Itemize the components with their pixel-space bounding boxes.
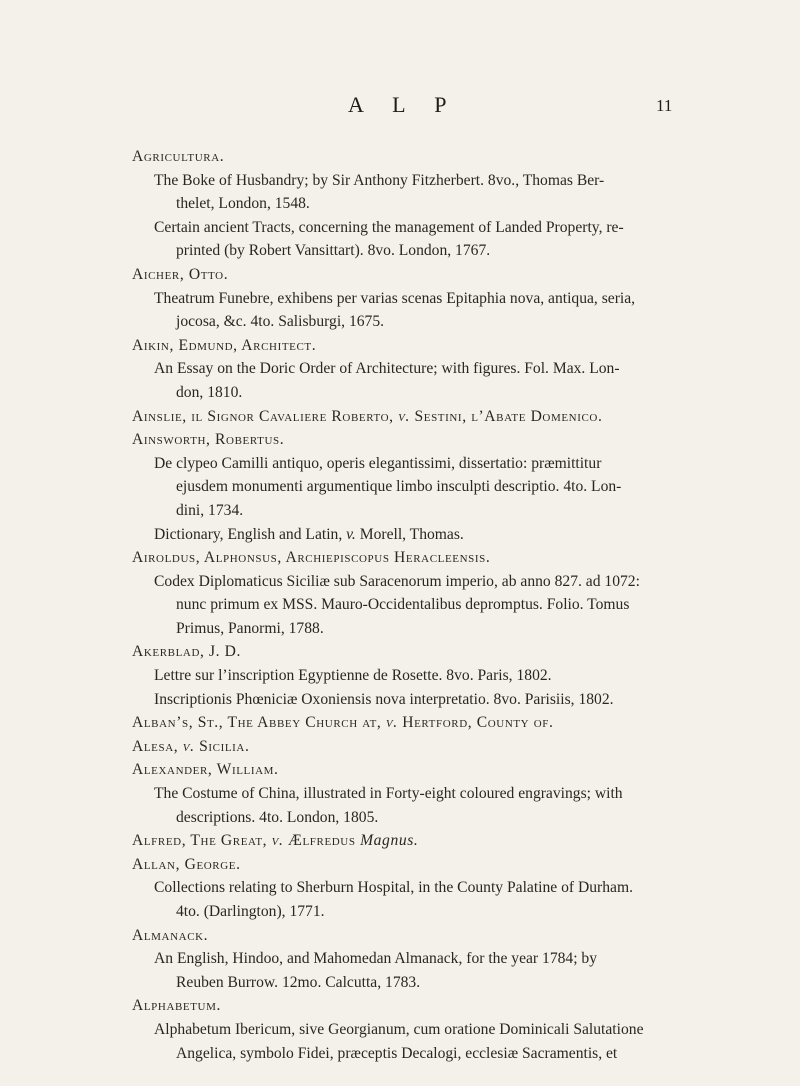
entry-text: Angelica, symbolo Fidei, præceptis Decalogi, ecclesiæ Sacramentis, et — [176, 1044, 618, 1062]
heading-ainslie — [132, 405, 672, 429]
heading-text: Ælfredus — [283, 832, 361, 850]
entry-text: Collections relating to Sherburn Hospital, in the County Palatine of Durham. — [154, 879, 633, 897]
heading-text: Ainslie, il Signor Cavaliere Roberto, — [132, 407, 399, 425]
entry-text: thelet, London, 1548. — [176, 195, 310, 213]
entry-text: Theatrum Funebre, exhibens per varias scenas Epitaphia nova, antiqua, seria, — [154, 289, 636, 307]
cross-reference-marker: v. — [385, 714, 398, 732]
heading-aikin: Aikin, Edmund, Architect. — [132, 336, 317, 354]
entry-text: An English, Hindoo, and Mahomedan Almanack, for the year 1784; by — [154, 950, 598, 968]
entry-text-part: Dictionary, English and Latin, — [154, 525, 347, 543]
cross-reference-marker: v. — [271, 832, 284, 850]
entry-text: dini, 1734. — [176, 501, 244, 519]
heading-text: Sestini, l’Abate Domenico. — [410, 407, 603, 425]
heading-aicher: Aicher, Otto. — [132, 265, 229, 283]
heading-italic: Magnus. — [360, 832, 419, 850]
entry-text: Lettre sur l’inscription Egyptienne de Rosette. 8vo. Paris, 1802. — [154, 667, 552, 685]
entry-text: De clypeo Camilli antiquo, operis elegantissimi, dissertatio: præmittitur — [154, 454, 602, 472]
heading-agricultura: Agricultura. — [132, 148, 225, 165]
cross-reference-marker: v. — [182, 737, 195, 755]
heading-alesa — [132, 735, 672, 759]
cross-reference-marker: v. — [346, 525, 356, 543]
catalogue-entries — [132, 145, 672, 1065]
heading-text: Alfred, The Great, — [132, 832, 272, 850]
entry-text: Reuben Burrow. 12mo. Calcutta, 1783. — [176, 973, 421, 991]
heading-text: Alesa, — [132, 737, 183, 755]
entry-text — [154, 523, 672, 547]
entry-text: don, 1810. — [176, 383, 243, 401]
entry-text: Alphabetum Ibericum, sive Georgianum, cum oratione Dominicali Salutatione — [154, 1020, 644, 1038]
entry-text: The Costume of China, illustrated in Forty-eight coloured engravings; with — [154, 785, 623, 803]
entry-text: ejusdem monumenti argumentique limbo insculpti descriptio. 4to. Lon- — [176, 478, 622, 496]
entry-text: The Boke of Husbandry; by Sir Anthony Fitzherbert. 8vo., Thomas Ber- — [154, 171, 605, 189]
entry-text: Certain ancient Tracts, concerning the management of Landed Property, re- — [154, 218, 624, 236]
running-head — [0, 92, 800, 122]
entry-text: jocosa, &c. 4to. Salisburgi, 1675. — [176, 313, 385, 331]
entry-text-part: Morell, Thomas. — [355, 525, 464, 543]
heading-akerblad: Akerblad, J. D. — [132, 643, 242, 661]
heading-ainsworth: Ainsworth, Robertus. — [132, 431, 285, 449]
cross-reference-marker: v. — [398, 407, 410, 425]
heading-alexander: Alexander, William. — [132, 761, 279, 779]
entry-text: Primus, Panormi, 1788. — [176, 619, 324, 637]
entry-text: printed (by Robert Vansittart). 8vo. London, 1767. — [176, 242, 491, 260]
heading-allan: Allan, George. — [132, 855, 241, 873]
entry-text: 4to. (Darlington), 1771. — [176, 903, 325, 920]
entry-text: nunc primum ex MSS. Mauro-Occidentalibus depromptus. Folio. Tomus — [176, 596, 630, 614]
entry-text: descriptions. 4to. London, 1805. — [176, 808, 379, 826]
heading-text: Hertford, County of. — [397, 714, 554, 732]
heading-alphabetum: Alphabetum. — [132, 997, 221, 1015]
entry-text: An Essay on the Doric Order of Architecture; with figures. Fol. Max. Lon- — [154, 360, 620, 378]
heading-text: Alban’s, St., The Abbey Church at, — [132, 714, 386, 732]
entry-text: Inscriptionis Phœniciæ Oxoniensis nova interpretatio. 8vo. Parisiis, 1802. — [154, 690, 614, 708]
entry-text: Codex Diplomaticus Siciliæ sub Saracenorum imperio, ab anno 827. ad 1072: — [154, 572, 640, 590]
heading-almanack: Almanack. — [132, 926, 209, 944]
running-head-title: A L P — [348, 92, 459, 117]
heading-albans — [132, 711, 672, 735]
heading-alfred — [132, 829, 672, 853]
page-number: 11 — [656, 96, 673, 115]
heading-text: Sicilia. — [194, 737, 250, 755]
heading-airoldus: Airoldus, Alphonsus, Archiepiscopus Heracleensis. — [132, 549, 491, 567]
